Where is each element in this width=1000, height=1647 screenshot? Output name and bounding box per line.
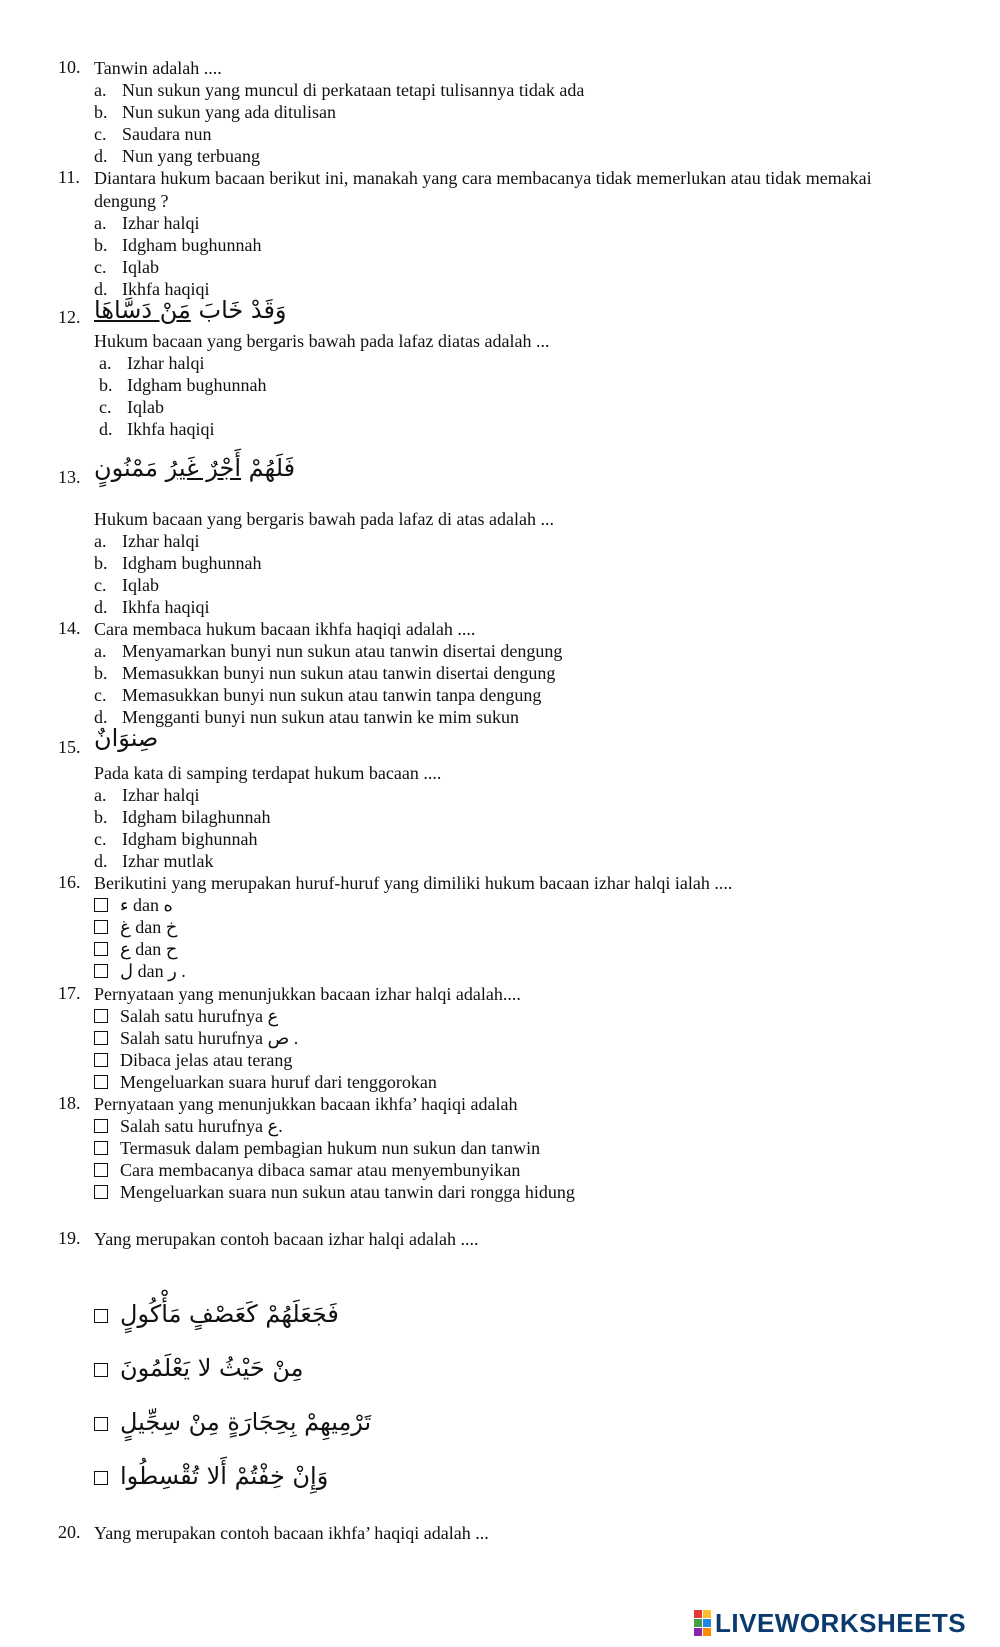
checkbox[interactable]: [94, 1075, 108, 1089]
checkbox-option[interactable]: ع dan ح: [94, 938, 177, 960]
question-number: 18.: [58, 1093, 81, 1113]
option[interactable]: d. Ikhfa haqiqi: [99, 419, 215, 439]
option[interactable]: c. Iqlab: [94, 575, 159, 595]
checkbox-option[interactable]: Salah satu hurufnya ع: [94, 1005, 278, 1027]
question-11: [58, 167, 958, 190]
question-text-continued: dengung ?: [94, 191, 169, 211]
option[interactable]: c. Idgham bighunnah: [94, 829, 258, 849]
option[interactable]: b. Idgham bilaghunnah: [94, 807, 271, 827]
logo-block: [703, 1619, 711, 1627]
option[interactable]: d. Mengganti bunyi nun sukun atau tanwin ke mim sukun: [94, 707, 519, 727]
question-text: Yang merupakan contoh bacaan izhar halqi adalah ....: [94, 1229, 479, 1249]
checkbox[interactable]: [94, 1141, 108, 1155]
logo-text: LIVEWORKSHEETS: [715, 1607, 967, 1638]
checkbox-option[interactable]: مِنْ حَيْثُ لا يَعْلَمُونَ: [94, 1354, 303, 1383]
checkbox[interactable]: [94, 1363, 108, 1377]
option[interactable]: a. Izhar halqi: [94, 531, 200, 551]
checkbox[interactable]: [94, 1031, 108, 1045]
logo-block: [694, 1628, 702, 1636]
question-number: 13.: [58, 467, 81, 487]
arabic-verse: وَقَدْ خَابَ مَنْ دَسَّاهَا: [94, 296, 287, 324]
question-number: 20.: [58, 1522, 81, 1542]
liveworksheets-logo: [694, 1608, 966, 1638]
option[interactable]: b. Memasukkan bunyi nun sukun atau tanwin disertai dengung: [94, 663, 556, 683]
question-text: Pernyataan yang menunjukkan bacaan ikhfa’ haqiqi adalah: [94, 1094, 518, 1114]
underlined-phrase: أَجْرٌ غَيرُ: [165, 454, 242, 482]
option[interactable]: d. Izhar mutlak: [94, 851, 214, 871]
option[interactable]: c. Iqlab: [94, 257, 159, 277]
checkbox[interactable]: [94, 942, 108, 956]
checkbox-option[interactable]: Salah satu hurufnya ع.: [94, 1115, 283, 1137]
question-10: [58, 57, 958, 80]
option[interactable]: b. Idgham bughunnah: [99, 375, 267, 395]
question-text: Tanwin adalah ....: [94, 58, 222, 78]
option[interactable]: b. Idgham bughunnah: [94, 235, 262, 255]
question-14: [58, 618, 958, 641]
arabic-word: صِنوَانٌ: [94, 724, 159, 752]
checkbox-option[interactable]: Mengeluarkan suara nun sukun atau tanwin dari rongga hidung: [94, 1181, 575, 1203]
question-text: Diantara hukum bacaan berikut ini, manakah yang cara membacanya tidak memerlukan atau tidak memakai: [94, 168, 872, 188]
option[interactable]: b. Nun sukun yang ada ditulisan: [94, 102, 336, 122]
checkbox[interactable]: [94, 1119, 108, 1133]
question-16: [58, 872, 958, 895]
logo-mark-icon: [694, 1610, 711, 1636]
checkbox[interactable]: [94, 1185, 108, 1199]
question-text: Pernyataan yang menunjukkan bacaan izhar halqi adalah....: [94, 984, 521, 1004]
option[interactable]: c. Saudara nun: [94, 124, 212, 144]
question-20: [58, 1522, 958, 1545]
checkbox[interactable]: [94, 964, 108, 978]
checkbox-option[interactable]: وَإِنْ خِفْتُمْ أَلا تُقْسِطُوا: [94, 1462, 328, 1491]
option[interactable]: d. Nun yang terbuang: [94, 146, 260, 166]
option[interactable]: a. Izhar halqi: [99, 353, 205, 373]
checkbox-option[interactable]: Cara membacanya dibaca samar atau menyembunyikan: [94, 1159, 520, 1181]
question-number: 17.: [58, 983, 81, 1003]
checkbox[interactable]: [94, 1309, 108, 1323]
question-number: 14.: [58, 618, 81, 638]
option[interactable]: d. Ikhfa haqiqi: [94, 597, 210, 617]
checkbox[interactable]: [94, 1009, 108, 1023]
checkbox[interactable]: [94, 1053, 108, 1067]
option[interactable]: b. Idgham bughunnah: [94, 553, 262, 573]
checkbox[interactable]: [94, 1163, 108, 1177]
question-number: 19.: [58, 1228, 81, 1248]
option[interactable]: d. Ikhfa haqiqi: [94, 279, 210, 299]
logo-block: [694, 1610, 702, 1618]
checkbox-option[interactable]: فَجَعَلَهُمْ كَعَصْفٍ مَأْكُولٍ: [94, 1300, 339, 1329]
question-number: 16.: [58, 872, 81, 892]
checkbox-option[interactable]: ل dan ر .: [94, 960, 186, 982]
question-text: Yang merupakan contoh bacaan ikhfa’ haqiqi adalah ...: [94, 1523, 489, 1543]
logo-block: [703, 1628, 711, 1636]
option[interactable]: c. Iqlab: [99, 397, 164, 417]
question-text: Cara membaca hukum bacaan ikhfa haqiqi adalah ....: [94, 619, 476, 639]
logo-block: [703, 1610, 711, 1618]
question-number: 12.: [58, 307, 81, 327]
option[interactable]: c. Memasukkan bunyi nun sukun atau tanwin tanpa dengung: [94, 685, 542, 705]
option[interactable]: a. Izhar halqi: [94, 785, 200, 805]
checkbox-option[interactable]: ء dan ه: [94, 894, 173, 916]
option[interactable]: a. Izhar halqi: [94, 213, 200, 233]
question-text: Berikutini yang merupakan huruf-huruf yang dimiliki hukum bacaan izhar halqi ialah ....: [94, 873, 733, 893]
checkbox[interactable]: [94, 920, 108, 934]
question-text: Hukum bacaan yang bergaris bawah pada lafaz diatas adalah ...: [94, 331, 550, 351]
checkbox[interactable]: [94, 1471, 108, 1485]
question-19: [58, 1228, 958, 1251]
checkbox[interactable]: [94, 1417, 108, 1431]
question-number: 11.: [58, 167, 80, 187]
question-18: [58, 1093, 958, 1116]
checkbox-option[interactable]: Termasuk dalam pembagian hukum nun sukun dan tanwin: [94, 1137, 540, 1159]
checkbox-option[interactable]: Dibaca jelas atau terang: [94, 1049, 292, 1071]
arabic-verse: فَلَهُمْ أَجْرٌ غَيرُ مَمْنُونٍ: [94, 454, 296, 482]
question-number: 15.: [58, 737, 81, 757]
option[interactable]: a. Menyamarkan bunyi nun sukun atau tanwin disertai dengung: [94, 641, 563, 661]
checkbox-option[interactable]: Mengeluarkan suara huruf dari tenggorokan: [94, 1071, 437, 1093]
option[interactable]: a. Nun sukun yang muncul di perkataan tetapi tulisannya tidak ada: [94, 80, 585, 100]
question-17: [58, 983, 958, 1006]
underlined-phrase: مَنْ دَسَّاهَا: [94, 296, 191, 324]
question-number: 10.: [58, 57, 81, 77]
question-text: Pada kata di samping terdapat hukum bacaan ....: [94, 763, 442, 783]
checkbox-option[interactable]: Salah satu hurufnya ص .: [94, 1027, 298, 1049]
checkbox-option[interactable]: غ dan خ: [94, 916, 177, 938]
question-text: Hukum bacaan yang bergaris bawah pada lafaz di atas adalah ...: [94, 509, 554, 529]
checkbox[interactable]: [94, 898, 108, 912]
logo-block: [694, 1619, 702, 1627]
checkbox-option[interactable]: تَرْمِيهِمْ بِحِجَارَةٍ مِنْ سِجِّيلٍ: [94, 1408, 371, 1437]
